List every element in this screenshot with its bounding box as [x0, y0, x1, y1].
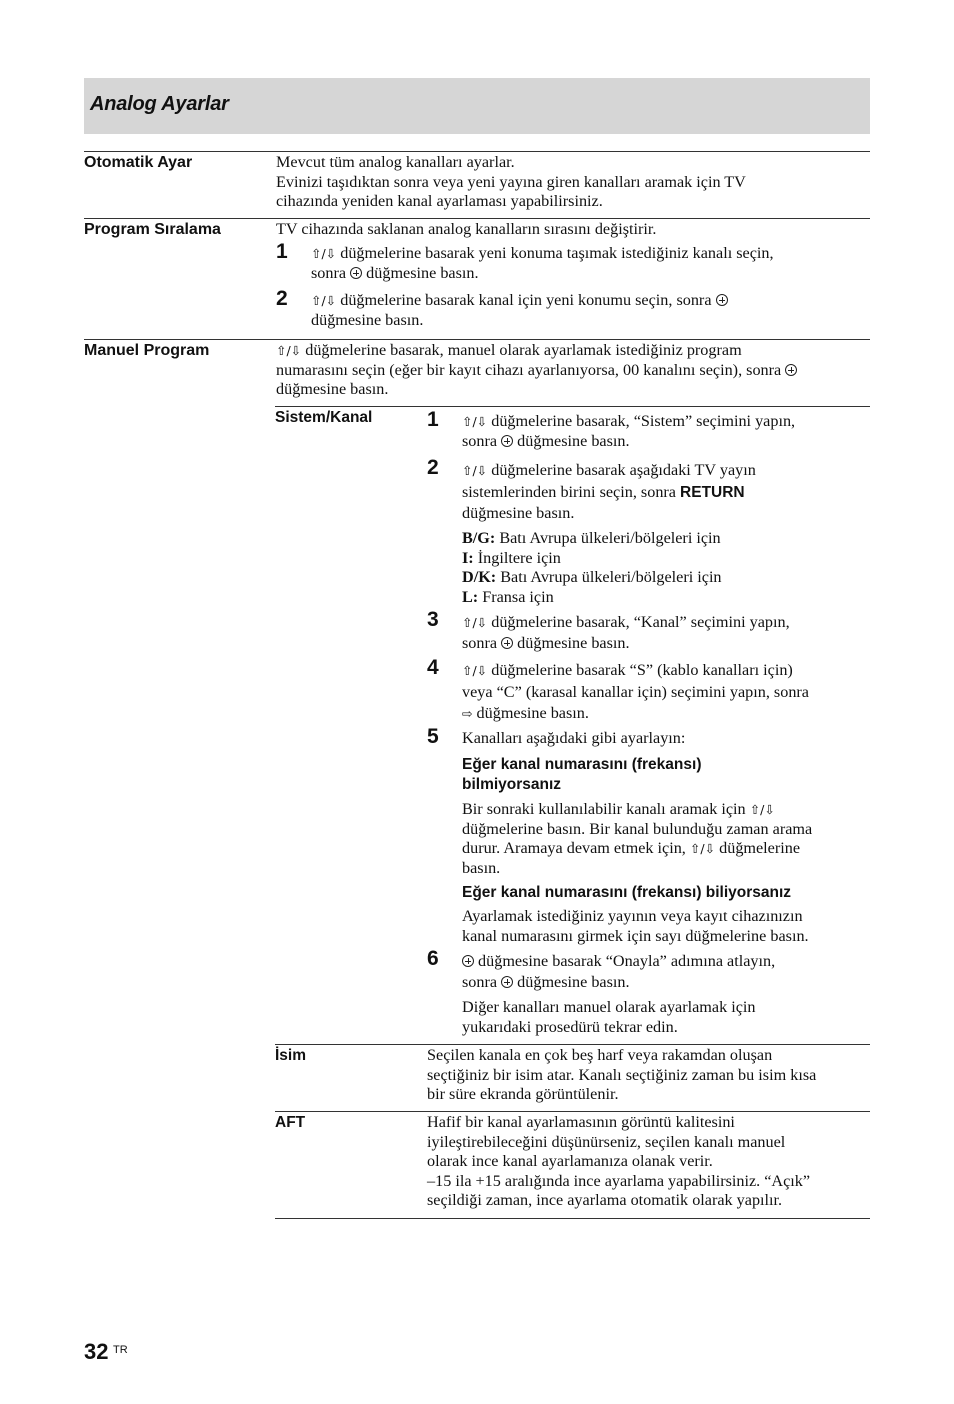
text: düğmelerine basarak yeni konuma taşımak istediğiniz kanalı seçin, — [336, 244, 774, 262]
text-line: iyileştirebileceğini düşünürseniz, seçilen kanalı manuel — [427, 1132, 786, 1151]
up-down-arrows-icon: ⇧/⇩ — [462, 663, 488, 678]
text-line: düğmesine basın. — [276, 380, 389, 399]
text: Fransa için — [478, 587, 554, 606]
sistem-kanal-label: Sistem/Kanal — [275, 409, 373, 426]
up-down-arrows-icon: ⇧/⇩ — [311, 293, 337, 308]
divider — [84, 218, 870, 219]
divider — [84, 339, 870, 340]
text-line: Evinizi taşıdıktan sonra veya yeni yayına giren kanalları aramak için TV — [276, 172, 746, 191]
text-line: bir süre ekranda görüntülenir. — [427, 1085, 619, 1104]
up-down-arrows-icon: ⇧/⇩ — [462, 615, 488, 630]
system-code: B/G: — [462, 529, 496, 547]
unknown-channel-text — [462, 800, 812, 878]
text: numarasını seçin (eğer bir kayıt cihazı ayarlanıyorsa, 00 kanalını seçin), sonra — [276, 360, 786, 379]
text-line: Mevcut tüm analog kanalları ayarlar. — [276, 153, 515, 171]
up-down-arrows-icon: ⇧/⇩ — [462, 463, 488, 478]
divider — [84, 151, 870, 152]
enter-icon — [501, 637, 513, 649]
text-line: Seçilen kanala en çok beş harf veya rakamdan oluşan — [427, 1046, 773, 1064]
section-title: Analog Ayarlar — [90, 93, 229, 115]
text: düğmesine basın. — [472, 704, 589, 722]
text: düğmelerine basarak, manuel olarak ayarlamak istediğiniz program — [301, 341, 742, 359]
text: Batı Avrupa ülkeleri/bölgeleri için — [495, 529, 721, 547]
known-channel-text — [462, 907, 809, 946]
text-line: düğmesine basın. — [311, 310, 424, 329]
text: düğmelerine basarak, “Kanal” seçimini yapın, — [487, 613, 790, 631]
text-line: seçtiğiniz bir isim atar. Kanalı seçtiğiniz zaman bu isim kısa — [427, 1065, 817, 1084]
divider — [275, 1044, 870, 1045]
up-down-arrows-icon: ⇧/⇩ — [689, 841, 716, 857]
isim-label: İsim — [275, 1047, 307, 1064]
section-header — [84, 78, 870, 134]
text-line: –15 ila +15 aralığında ince ayarlama yapabilirsiniz. “Açık” — [427, 1171, 811, 1190]
text-line: seçildiği zaman, ince ayarlama otomatik olarak yapılır. — [427, 1191, 783, 1210]
text-line: cihazında yeniden kanal ayarlaması yapabilirsiniz. — [276, 192, 603, 211]
text-line: Ayarlamak istediğiniz yayının veya kayıt cihazınızın — [462, 907, 803, 925]
text-line: olarak ince kanal ayarlamanıza olanak verir. — [427, 1152, 713, 1171]
text: düğmelerine basarak, “Sistem” seçimini yapın, — [487, 412, 796, 430]
page-number: 32 — [84, 1339, 109, 1364]
otomatik-ayar-description — [276, 153, 746, 212]
text: sonra — [311, 263, 351, 282]
step-number: 1 — [427, 408, 439, 431]
sistem-step2 — [462, 460, 756, 525]
up-down-arrows-icon: ⇧/⇩ — [276, 343, 302, 358]
enter-icon — [785, 364, 797, 376]
text: düğmelerine basarak “S” (kablo kanalları için) — [487, 661, 793, 679]
step-number: 5 — [427, 725, 439, 748]
right-arrow-icon: ⇨ — [462, 706, 473, 721]
system-code: L: — [462, 587, 479, 606]
divider — [275, 406, 870, 407]
text-line: veya “C” (karasal kanallar için) seçimini yapın, sonra — [462, 682, 809, 701]
program-siralama-label: Program Sıralama — [84, 221, 221, 238]
enter-icon — [716, 294, 728, 306]
text-line: kanal numarasını girmek için sayı düğmelerine basın. — [462, 926, 809, 945]
sistem-step6 — [462, 951, 775, 993]
manuel-program-intro — [276, 341, 797, 400]
manuel-program-label: Manuel Program — [84, 342, 210, 359]
text: düğmesine basın. — [513, 973, 630, 991]
program-siralama-step1 — [311, 244, 774, 283]
heading-line: Eğer kanal numarasını (frekansı) — [462, 756, 702, 773]
broadcast-systems-list — [462, 529, 722, 607]
text: düğmesine basın. — [513, 431, 630, 450]
aft-description — [427, 1113, 810, 1211]
up-down-arrows-icon: ⇧/⇩ — [462, 414, 488, 429]
step-number: 2 — [427, 456, 439, 479]
enter-icon — [501, 435, 513, 447]
text: sonra — [462, 973, 502, 991]
system-code: D/K: — [462, 568, 497, 587]
otomatik-ayar-label: Otomatik Ayar — [84, 154, 193, 171]
text: düğmesine basarak “Onayla” adımına atlayın, — [474, 952, 776, 970]
enter-icon — [501, 976, 513, 988]
unknown-channel-heading — [462, 755, 701, 795]
text-line: Diğer kanalları manuel olarak ayarlamak için — [462, 998, 756, 1016]
text: düğmesine basın. — [362, 263, 479, 282]
text: Batı Avrupa ülkeleri/bölgeleri için — [496, 568, 722, 587]
text-line: yukarıdaki prosedürü tekrar edin. — [462, 1017, 678, 1036]
text: sonra — [462, 634, 502, 652]
text-line: basın. — [462, 858, 501, 877]
text: düğmelerine — [715, 839, 801, 858]
up-down-arrows-icon: ⇧/⇩ — [311, 246, 337, 261]
up-down-arrows-icon: ⇧/⇩ — [749, 802, 775, 817]
text: İngiltere için — [473, 548, 561, 567]
step-number: 4 — [427, 656, 439, 679]
text-line: düğmelerine basın. Bir kanal bulunduğu zaman arama — [462, 819, 813, 838]
text: Bir sonraki kullanılabilir kanalı aramak için — [462, 800, 750, 818]
text: düğmelerine basarak aşağıdaki TV yayın — [487, 461, 756, 479]
known-channel-heading: Eğer kanal numarasını (frekansı) biliyorsanız — [462, 884, 792, 901]
step-number: 2 — [276, 287, 288, 310]
return-button-name: RETURN — [680, 483, 745, 501]
text: düğmesine basın. — [513, 634, 630, 652]
program-siralama-intro: TV cihazında saklanan analog kanalların sırasını değiştirir. — [276, 220, 657, 238]
text-line: Hafif bir kanal ayarlamasının görüntü kalitesini — [427, 1113, 735, 1131]
aft-label: AFT — [275, 1114, 306, 1131]
step-number: 1 — [276, 240, 288, 263]
text-line: düğmesine basın. — [462, 504, 575, 522]
system-code: I: — [462, 548, 474, 567]
divider — [275, 1218, 870, 1219]
program-siralama-step2 — [311, 291, 728, 330]
language-code: TR — [113, 1344, 128, 1356]
sistem-step1 — [462, 412, 795, 451]
isim-description — [427, 1046, 816, 1105]
text: sonra — [462, 431, 502, 450]
step-number: 3 — [427, 608, 439, 631]
sistem-step3 — [462, 612, 790, 654]
sistem-step6-note — [462, 998, 756, 1037]
sistem-step5: Kanalları aşağıdaki gibi ayarlayın: — [462, 729, 686, 747]
text: sistemlerinden birini seçin, sonra — [462, 482, 681, 501]
enter-icon — [350, 267, 362, 279]
text: düğmelerine basarak kanal için yeni konumu seçin, sonra — [336, 291, 716, 309]
divider — [275, 1111, 870, 1112]
step-number: 6 — [427, 947, 439, 970]
text: durur. Aramaya devam etmek için, — [462, 839, 690, 858]
heading-line: bilmiyorsanız — [462, 776, 562, 793]
sistem-step4 — [462, 660, 809, 725]
enter-icon — [462, 955, 474, 967]
